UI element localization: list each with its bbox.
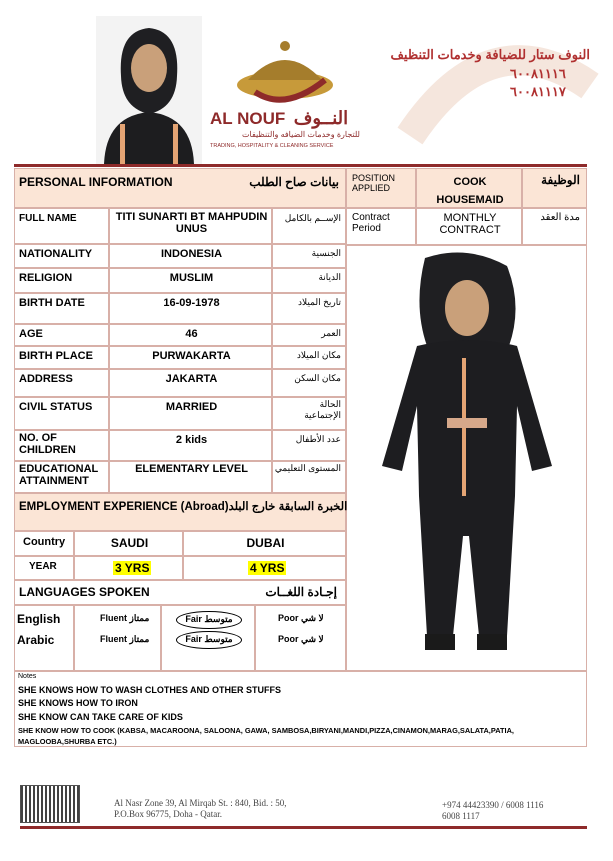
lang-arabic: Arabic [17, 633, 55, 647]
note-line-3: SHE KNOW CAN TAKE CARE OF KIDS [18, 712, 183, 722]
row-label-nationality: NATIONALITY [19, 248, 93, 260]
note-line-5: MAGLOOBA,SHURBA ETC.) [18, 737, 117, 746]
notes-title: Notes [18, 673, 37, 680]
logo-sub-ar: للتجارة وخدمات الضيافه والتنظيفات [242, 130, 360, 139]
row-value-address: JAKARTA [165, 373, 218, 385]
year-1: 3 YRS [115, 561, 150, 575]
row-label-religion: RELIGION [19, 272, 73, 284]
row-label-address: ADDRESS [19, 373, 73, 385]
languages-title-ar: إجـادة اللغــات [265, 585, 337, 599]
fullbody-photo [347, 246, 586, 670]
header-phone-2: ٦٠٠٨١١١٧ [510, 84, 566, 99]
year-2-cell [183, 556, 346, 580]
table-row [109, 293, 272, 324]
logo-name-en: AL NOUF [210, 109, 286, 128]
table-row [272, 461, 346, 493]
table-row [14, 369, 109, 397]
table-row [109, 244, 272, 268]
contract-ar-cell [522, 208, 587, 245]
row-label-fullname: FULL NAME [19, 213, 77, 224]
position-value-cell [416, 168, 522, 208]
table-row [14, 346, 109, 369]
lang-english-fair: Fair متوسط [176, 611, 242, 629]
position-label: POSITION APPLIED [352, 173, 396, 193]
row-value-education: ELEMENTARY LEVEL [135, 463, 248, 475]
row-value-age: 46 [185, 328, 198, 340]
employment-header [14, 493, 346, 531]
row-ar-birthplace: مكان الميلاد [296, 350, 341, 360]
year-label-cell [14, 556, 74, 580]
lang-arabic-fair: Fair متوسط [176, 631, 242, 649]
row-ar-religion: الديانة [318, 272, 341, 282]
table-row [14, 430, 109, 461]
row-label-children: NO. OF CHILDREN [19, 432, 76, 456]
position-value: COOK HOUSEMAID [436, 176, 504, 206]
fullbody-photo-frame [346, 245, 587, 671]
table-row [14, 324, 109, 346]
contract-ar: مدة العقد [540, 212, 580, 223]
header-phone-1: ٦٠٠٨١١١٦ [510, 66, 566, 81]
footer-phone-2: 6008 1117 [442, 811, 480, 821]
row-value-religion: MUSLIM [169, 272, 214, 284]
row-value-fullname: TITI SUNARTI BT MAHPUDIN UNUS [115, 211, 268, 235]
personal-title-ar: بيانات صاح الطلب [249, 175, 339, 189]
logo-sub-en: TRADING, HOSPITALITY & CLEANING SERVICE [210, 143, 334, 149]
table-row [14, 208, 109, 244]
table-row [272, 346, 346, 369]
table-row [109, 369, 272, 397]
qr-code [20, 785, 80, 823]
table-row [14, 397, 109, 430]
row-value-nationality: INDONESIA [160, 248, 223, 260]
year-label: YEAR [29, 561, 57, 572]
table-row [109, 268, 272, 293]
row-ar-birthdate: تاريخ الميلاد [298, 297, 341, 307]
qr-code-icon [21, 786, 79, 822]
country-label-cell [14, 531, 74, 556]
personal-title-en: PERSONAL INFORMATION [19, 175, 173, 189]
contract-value: MONTHLY CONTRACT [439, 212, 501, 236]
header-company-ar: النوف ستار للضيافة وخدمات التنظيف [390, 47, 590, 62]
row-label-birthdate: BIRTH DATE [19, 297, 85, 309]
country-2: DUBAI [246, 536, 285, 550]
table-row [272, 430, 346, 461]
row-label-age: AGE [19, 328, 43, 340]
position-ar-cell [522, 168, 587, 208]
lang-arabic-fluent: Fluent ممتاز [100, 634, 150, 644]
country-label: Country [23, 536, 66, 548]
lang-english-fluent: Fluent ممتاز [100, 613, 150, 623]
table-row [14, 293, 109, 324]
footer-phone-1: +974 44423390 / 6008 1116 [442, 800, 544, 810]
bottom-divider [20, 826, 587, 829]
lang-english-poor: Poor لا شي [278, 613, 324, 623]
table-row [272, 324, 346, 346]
contract-label: Contract Period [352, 212, 390, 234]
personal-info-header [14, 168, 346, 208]
table-row [14, 268, 109, 293]
table-row [109, 324, 272, 346]
row-ar-nationality: الجنسية [311, 248, 341, 258]
employment-title: EMPLOYMENT EXPERIENCE (Abroad)الخبرة السابقة خارج البلد [19, 501, 348, 513]
lang-english: English [17, 612, 61, 626]
row-ar-fullname: الإســم بالكامل [284, 213, 341, 223]
table-row [272, 244, 346, 268]
logo-emblem-icon [210, 30, 360, 110]
table-row [272, 268, 346, 293]
row-value-civilstatus: MARRIED [165, 401, 218, 413]
company-logo [210, 30, 360, 155]
table-row [14, 461, 109, 493]
table-row [272, 397, 346, 430]
row-ar-civilstatus: الحالة الإجتماعية [304, 399, 341, 420]
country-1: SAUDI [110, 536, 149, 550]
position-label-cell [346, 168, 416, 208]
table-row [14, 244, 109, 268]
note-line-4: SHE KNOW HOW TO COOK (KABSA, MACAROONA, SALOONA, GAWA, SAMBOSA,BIRYANI,MANDI,PIZZA,CINAMON,MARAG,SALATA,PATIA, [18, 726, 514, 735]
languages-title-en: LANGUAGES SPOKEN [19, 585, 150, 599]
table-row [272, 369, 346, 397]
notes-box [14, 671, 587, 747]
footer-address-2: P.O.Box 96775, Doha - Qatar. [114, 809, 222, 819]
row-label-education: EDUCATIONAL ATTAINMENT [19, 463, 99, 487]
row-value-birthplace: PURWAKARTA [152, 350, 231, 362]
table-row [109, 430, 272, 461]
table-row [109, 461, 272, 493]
row-ar-address: مكان السكن [294, 373, 341, 383]
languages-header [14, 580, 346, 605]
row-ar-age: العمر [321, 328, 341, 338]
contract-value-cell [416, 208, 522, 245]
year-2: 4 YRS [250, 561, 285, 575]
row-ar-education: المستوى التعليمي [274, 463, 341, 473]
year-1-cell [74, 556, 183, 580]
country-1-cell [74, 531, 183, 556]
footer-address-1: Al Nasr Zone 39, Al Mirqab St. : 840, Bid. : 50, [114, 798, 287, 808]
table-row [109, 346, 272, 369]
header-photo [96, 16, 202, 164]
table-row [109, 208, 272, 244]
row-label-civilstatus: CIVIL STATUS [19, 401, 93, 413]
row-value-birthdate: 16-09-1978 [163, 297, 220, 309]
lang-arabic-poor: Poor لا شي [278, 634, 324, 644]
row-value-children: 2 kids [175, 434, 208, 446]
note-line-1: SHE KNOWS HOW TO WASH CLOTHES AND OTHER STUFFS [18, 685, 281, 695]
table-row [109, 397, 272, 430]
row-label-birthplace: BIRTH PLACE [19, 350, 93, 362]
row-ar-children: عدد الأطفال [295, 434, 341, 444]
top-divider [14, 164, 587, 167]
note-line-2: SHE KNOWS HOW TO IRON [18, 698, 138, 708]
contract-label-cell [346, 208, 416, 245]
country-2-cell [183, 531, 346, 556]
logo-name-ar: النــوف [293, 108, 349, 128]
position-ar: الوظيفة [541, 173, 580, 187]
table-row [272, 208, 346, 244]
table-row [272, 293, 346, 324]
